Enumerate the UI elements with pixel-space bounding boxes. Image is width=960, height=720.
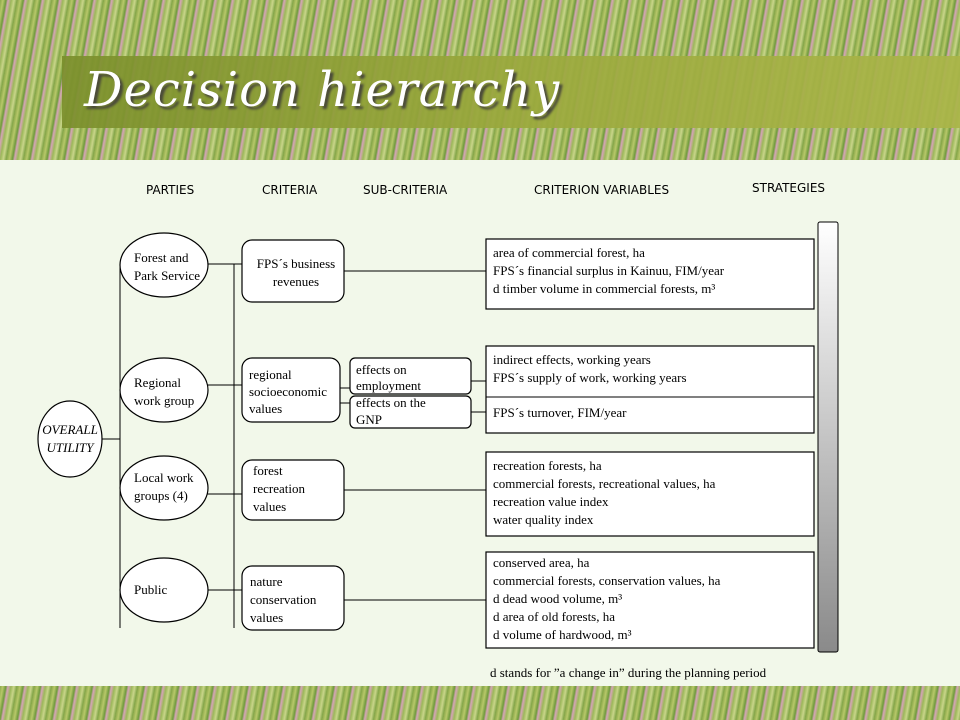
- variable-business-2: FPS´s financial surplus in Kainuu, FIM/year: [493, 263, 725, 278]
- overall-utility-node: [38, 401, 102, 477]
- party-local-work-groups: [120, 456, 208, 520]
- variable-recreation-3: recreation value index: [493, 494, 609, 509]
- root-line-2: UTILITY: [46, 440, 94, 455]
- footnote: d stands for ”a change in” during the planning period: [490, 665, 767, 680]
- variable-conservation-3: d dead wood volume, m³: [493, 591, 623, 606]
- party-regional-work-group: [120, 358, 208, 422]
- variable-conservation-4: d area of old forests, ha: [493, 609, 616, 624]
- party-2-line-2: work group: [134, 393, 195, 408]
- criterion-3-line-1: forest: [253, 463, 283, 478]
- criterion-3-line-3: values: [253, 499, 287, 514]
- subcriterion-gnp: [350, 395, 471, 428]
- variable-business-3: d timber volume in commercial forests, m³: [493, 281, 716, 296]
- variable-recreation-2: commercial forests, recreational values, ha: [493, 476, 716, 491]
- criterion-conservation-values: [242, 566, 344, 630]
- subcriterion-2-line-2: GNP: [356, 412, 383, 427]
- party-2-line-1: Regional: [134, 375, 181, 390]
- party-forest-park-service: [120, 233, 208, 297]
- variable-business-1: area of commercial forest, ha: [493, 245, 645, 260]
- variable-recreation-1: recreation forests, ha: [493, 458, 602, 473]
- criterion-2-line-2: socioeconomic: [249, 384, 327, 399]
- criterion-4-line-1: nature: [250, 574, 283, 589]
- criterion-business-revenues: [242, 240, 344, 302]
- criterion-4-line-2: conservation: [250, 592, 317, 607]
- variable-conservation-1: conserved area, ha: [493, 555, 590, 570]
- variable-conservation-2: commercial forests, conservation values, ha: [493, 573, 721, 588]
- header-subcriteria: SUB-CRITERIA: [363, 183, 448, 197]
- header-parties: PARTIES: [146, 183, 195, 197]
- decision-hierarchy-diagram: [0, 160, 960, 686]
- variables-conservation: [486, 552, 814, 648]
- criterion-1-line-2: revenues: [272, 274, 320, 289]
- subcriterion-employment: [350, 358, 471, 394]
- header-criterion-variables: CRITERION VARIABLES: [534, 183, 670, 197]
- header-criteria: CRITERIA: [262, 183, 318, 197]
- criterion-2-line-1: regional: [249, 367, 292, 382]
- page-title: Decision hierarchy: [84, 62, 561, 118]
- strategies-bar: [818, 222, 838, 652]
- variable-gnp-1: FPS´s turnover, FIM/year: [493, 405, 627, 420]
- party-3-line-1: Local work: [134, 470, 194, 485]
- party-public: [120, 558, 208, 622]
- criterion-1-line-1: FPS´s business: [256, 256, 336, 271]
- variable-employment-2: FPS´s supply of work, working years: [493, 370, 687, 385]
- diagram-panel: [0, 160, 960, 686]
- variable-recreation-4: water quality index: [493, 512, 594, 527]
- variable-employment-1: indirect effects, working years: [493, 352, 651, 367]
- party-3-line-2: groups (4): [134, 488, 188, 503]
- subcriterion-1-line-2: employment: [356, 378, 421, 393]
- header-strategies: STRATEGIES: [752, 181, 826, 195]
- party-4-line-1: Public: [134, 582, 168, 597]
- variable-conservation-5: d volume of hardwood, m³: [493, 627, 632, 642]
- criterion-3-line-2: recreation: [253, 481, 305, 496]
- criterion-socioeconomic-values: [242, 358, 340, 422]
- variables-socioeconomic: [486, 346, 814, 433]
- party-1-line-1: Forest and: [134, 250, 189, 265]
- party-1-line-2: Park Service: [134, 268, 201, 283]
- variables-recreation: [486, 452, 814, 536]
- criterion-2-line-3: values: [249, 401, 283, 416]
- criterion-recreation-values: [242, 460, 344, 520]
- root-line-1: OVERALL: [42, 422, 98, 437]
- subcriterion-2-line-1: effects on the: [356, 395, 426, 410]
- variables-business: [486, 239, 814, 309]
- criterion-4-line-3: values: [250, 610, 284, 625]
- subcriterion-1-line-1: effects on: [356, 362, 407, 377]
